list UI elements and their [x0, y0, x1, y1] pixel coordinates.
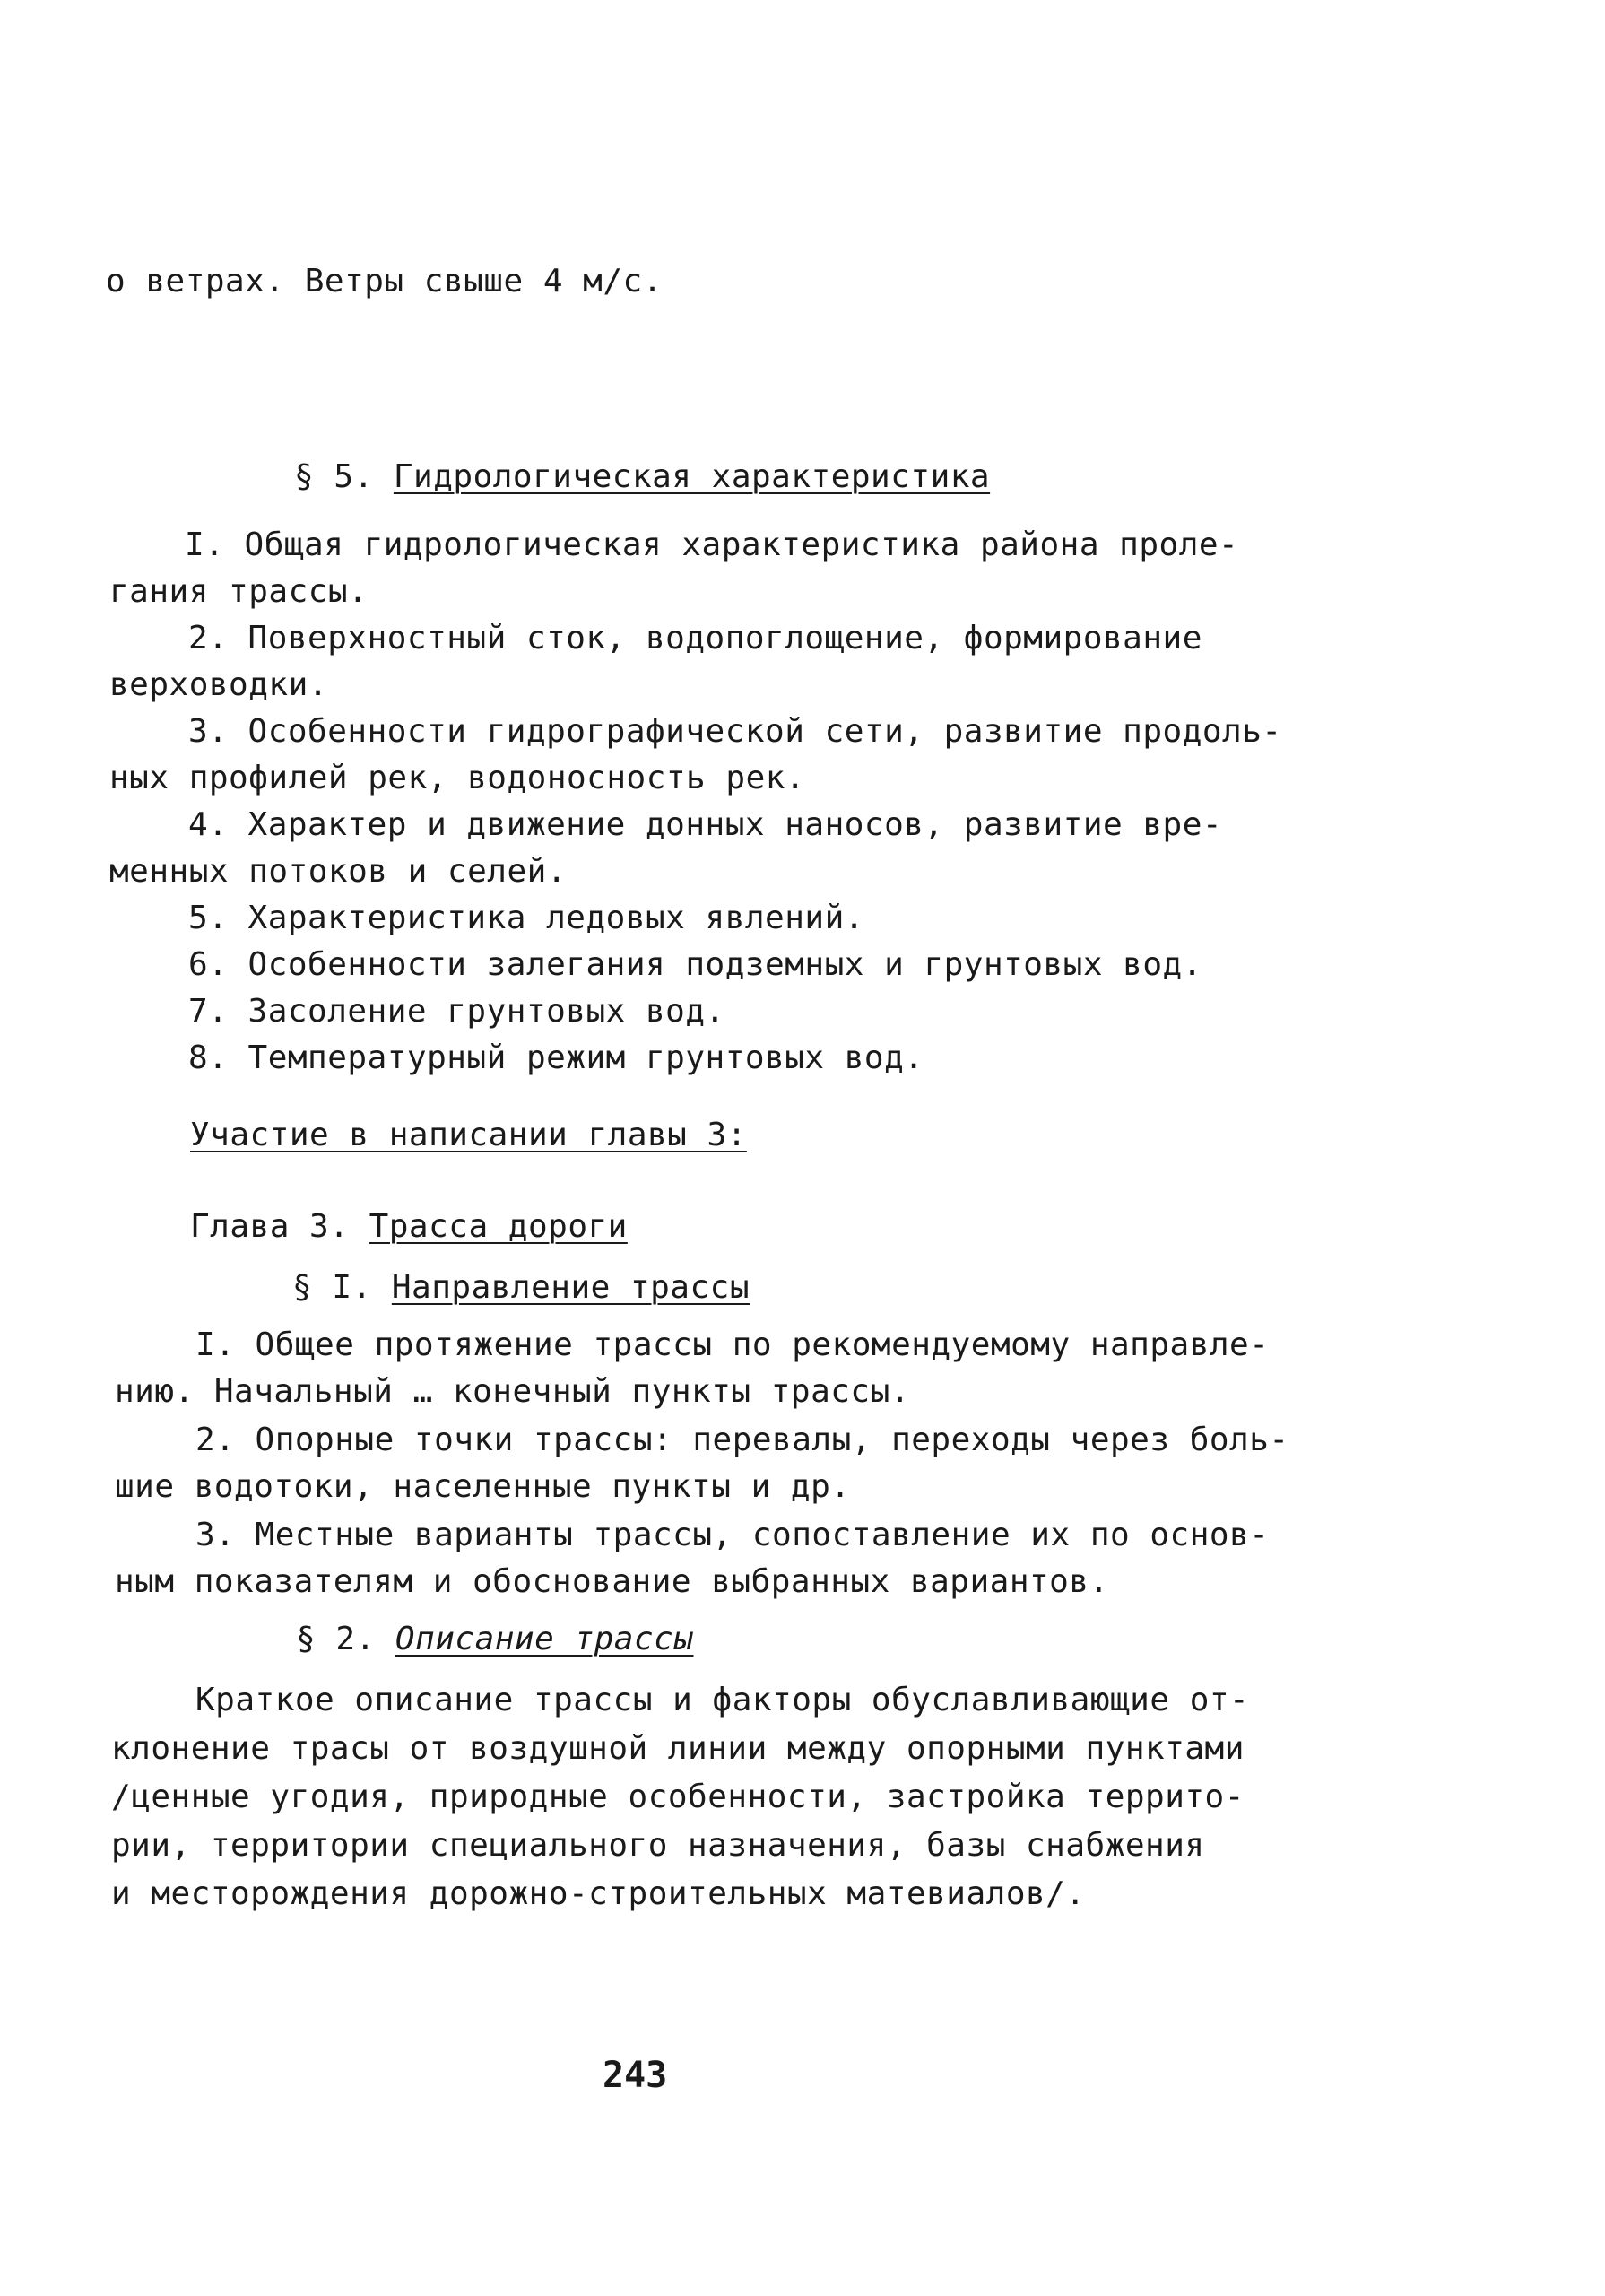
s1-item-3-line-1: 3. Местные варианты трассы, сопоставление их по основ- [195, 1517, 1270, 1553]
section-5-prefix: § 5. [294, 458, 394, 495]
s5-item-1-line-2: гания трассы. [109, 573, 369, 610]
s5-item-3-line-2: ных профилей рек, водоносность рек. [109, 760, 806, 796]
s5-item-2-line-2: верховодки. [109, 666, 328, 703]
s5-item-3-line-1: 3. Особенности гидрографической сети, развитие продоль- [188, 713, 1282, 750]
participation-heading: Участие в написании главы 3: [190, 1117, 747, 1153]
s1-item-2-line-1: 2. Опорные точки трассы: перевалы, переходы через боль- [195, 1422, 1289, 1458]
s5-item-1-line-1: I. Общая гидрологическая характеристика района проле- [185, 526, 1239, 563]
section-2-heading [296, 1620, 693, 1659]
s1-item-2-line-2: шие водотоки, населенные пункты и др. [115, 1468, 851, 1505]
s5-item-4-line-1: 4. Характер и движение донных наносов, развитие вре- [188, 806, 1223, 843]
section-5-title: Гидрологическая характеристика [393, 458, 991, 495]
section-1-title: Направление трассы [391, 1269, 750, 1306]
s2-line-2: клонение трасы от воздушной линии между опорными пунктами [111, 1730, 1245, 1767]
chapter-3-title: Трасса дороги [369, 1208, 628, 1245]
section-2-prefix: § 2. [296, 1621, 395, 1657]
section-5-heading [294, 457, 990, 497]
intro-line: о ветрах. Ветры свыше 4 м/с. [106, 263, 663, 300]
s2-line-1: Краткое описание трассы и факторы обуславливающие от- [195, 1682, 1250, 1718]
s1-item-1-line-1: I. Общее протяжение трассы по рекомендуемому направле- [195, 1326, 1270, 1363]
chapter-3-prefix: Глава 3. [190, 1208, 369, 1245]
page-number: 243 [603, 2055, 668, 2096]
section-1-prefix: § I. [292, 1269, 392, 1306]
s5-item-6: 6. Особенности залегания подземных и грунтовых вод. [188, 946, 1202, 983]
s5-item-4-line-2: менных потоков и селей. [109, 853, 567, 890]
s2-line-4: рии, территории специального назначения, базы снабжения [111, 1827, 1205, 1864]
s1-item-3-line-2: ным показателям и обоснование выбранных вариантов. [115, 1563, 1109, 1600]
s1-item-1-line-2: нию. Начальный … конечный пункты трассы. [115, 1373, 910, 1410]
section-2-title: Описание трассы [395, 1621, 694, 1657]
s5-item-5: 5. Характеристика ледовых явлений. [188, 900, 864, 936]
chapter-3-heading [190, 1207, 628, 1247]
s5-item-7: 7. Засоление грунтовых вод. [188, 993, 725, 1030]
s2-line-5: и месторождения дорожно-строительных матевиалов/. [111, 1875, 1086, 1912]
s5-item-2-line-1: 2. Поверхностный сток, водопоглощение, формирование [188, 620, 1202, 657]
s5-item-8: 8. Температурный режим грунтовых вод. [188, 1039, 924, 1076]
section-1-heading [292, 1268, 750, 1308]
s2-line-3: /ценные угодия, природные особенности, застройка террито- [111, 1779, 1245, 1815]
